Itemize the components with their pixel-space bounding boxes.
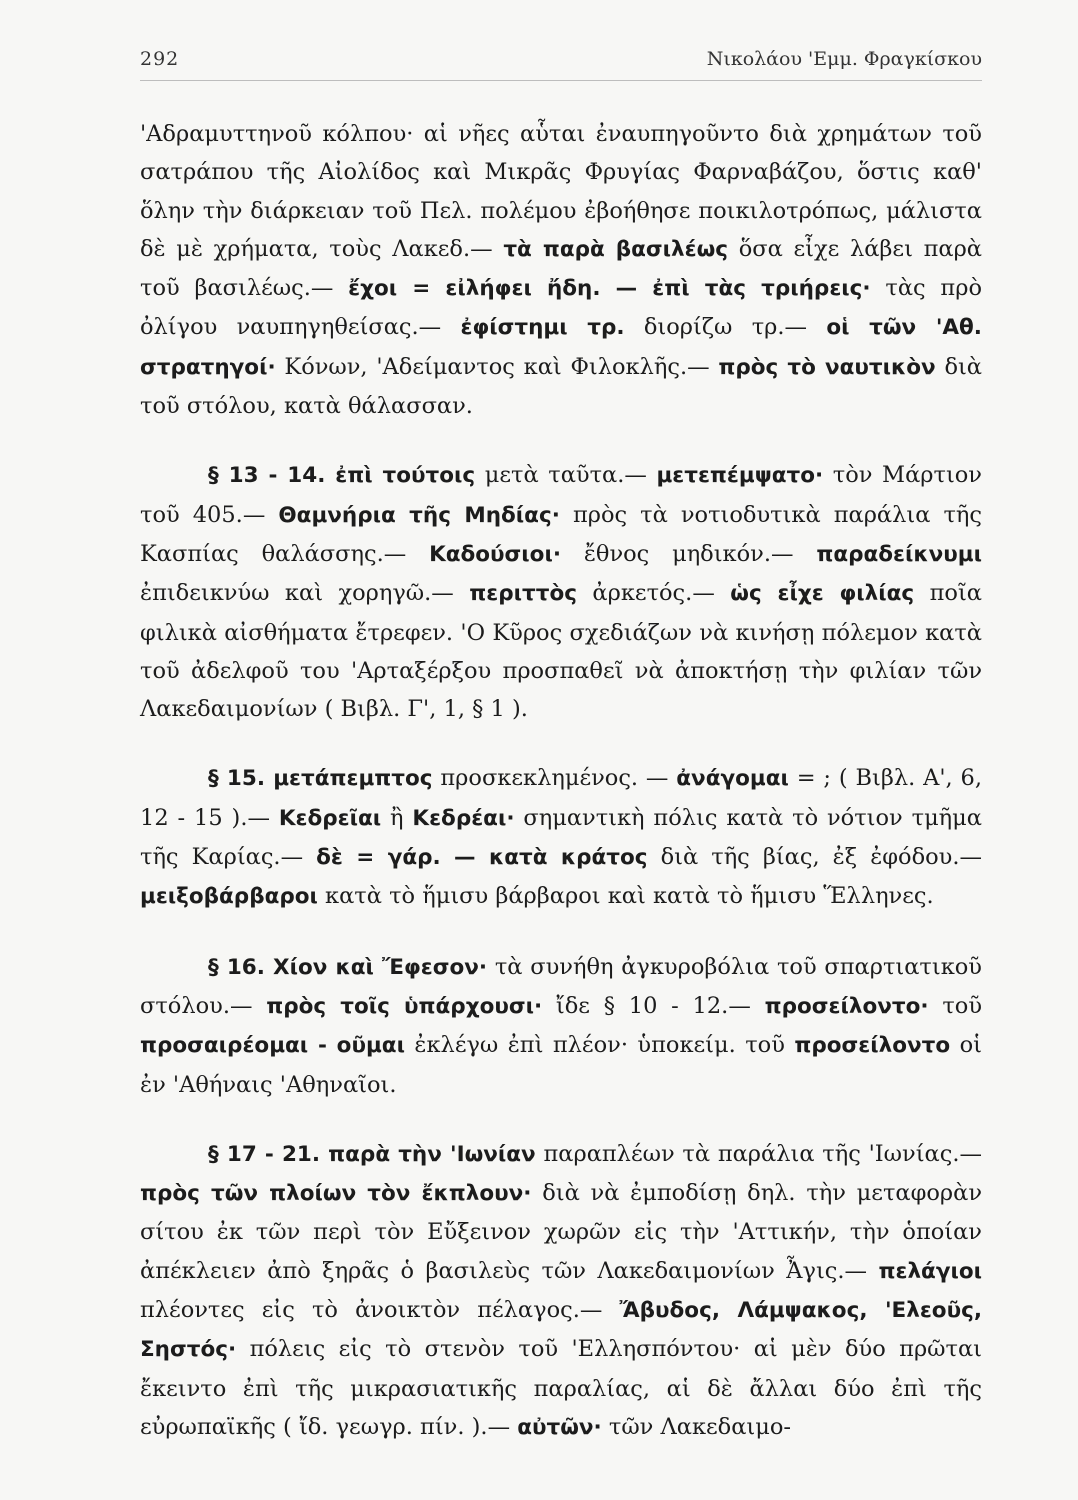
lemma-term: αὐτῶν· <box>517 1414 602 1440</box>
paragraph-section-15 <box>140 759 982 916</box>
gloss-text: παραπλέων τὰ παράλια τῆς 'Ιωνίας.— <box>535 1140 982 1167</box>
gloss-text: πόλεις εἰς τὸ στενὸν τοῦ 'Ελλησπόντου· αἱ μὲν δύο πρῶται ἔκειντο ἐπὶ τῆς μικρασιατικῆς παραλίας, αἱ δὲ ἄλλαι δύο ἐπὶ τῆς εὐρωπαϊκῆς ( ἴδ. γεωγρ. πίν. ).— <box>140 1336 982 1440</box>
gloss-text: τῶν Λακεδαιμο- <box>601 1413 792 1440</box>
paragraph-section-13-14 <box>140 456 982 728</box>
gloss-text: σημαντικὴ πόλις κατὰ τὸ νότιον τμῆμα τῆς Καρίας.— <box>140 804 982 871</box>
lemma-term: παραδείκνυμι <box>816 541 983 567</box>
lemma-term: πρὸς τοῖς ὑπάρχουσι· <box>266 993 543 1019</box>
gloss-text: 'Αδραμυττηνοῦ κόλπου· αἱ νῆες αὗται ἐναυπηγοῦντο διὰ χρημάτων τοῦ σατράπου τῆς Αἰολίδος καὶ Μικρᾶς Φρυγίας Φαρναβάζου, ὅστις καθ' ὅλην τὴν διάρκειαν τοῦ Πελ. πολέμου ἐβοήθησε ποικιλοτρόπως, μάλιστα δὲ μὲ χρήματα, τοὺς Λακεδ.— <box>140 121 982 262</box>
gloss-text: ἀρκετός.— <box>576 580 731 607</box>
gloss-text: πρὸς τὰ νοτιοδυτικὰ παράλια τῆς Κασπίας θαλάσσης.— <box>140 501 982 567</box>
lemma-term: οἱ τῶν 'Αθ. στρατηγοί· <box>140 315 982 380</box>
gloss-text: ἐκλέγω ἐπὶ πλέον· ὑποκείμ. τοῦ <box>404 1032 795 1059</box>
running-title: Νικολάου 'Εμμ. Φραγκίσκου <box>706 48 982 70</box>
lemma-term: Ἄβυδος, Λάμψακος, 'Ελεοῦς, Σηστός· <box>140 1298 982 1363</box>
gloss-text: διὰ τοῦ στόλου, κατὰ θάλασσαν. <box>140 353 983 420</box>
lemma-term: ἐφίστημι τρ. <box>460 315 625 341</box>
paragraph-section-16 <box>140 948 982 1104</box>
gloss-text: διορίζω τρ.— <box>624 314 827 341</box>
gloss-text: Κόνων, 'Αδείμαντος καὶ Φιλοκλῆς.— <box>275 353 719 380</box>
page-number: 292 <box>140 48 180 70</box>
gloss-text: = ; ( Βιβλ. Α', 6, 12 - 15 ).— <box>140 765 982 831</box>
gloss-text: τὰ συνήθη ἀγκυροβόλια τοῦ σπαρτιατικοῦ στόλου.— <box>140 953 982 1019</box>
lemma-term: ἀνάγομαι <box>676 766 789 792</box>
lemma-term: πρὸς τῶν πλοίων τὸν ἔκπλουν· <box>140 1181 532 1207</box>
gloss-text: τὰς πρὸ ὀλίγου ναυπηγηθείσας.— <box>140 275 982 341</box>
lemma-term: προσείλοντο· <box>764 993 929 1019</box>
body-text <box>140 115 982 1447</box>
lemma-term: πρὸς τὸ ναυτικὸν <box>718 354 936 380</box>
gloss-text: ἢ <box>381 804 413 831</box>
gloss-text: μετὰ ταῦτα.— <box>475 462 657 489</box>
paragraph-section-17-21 <box>140 1135 982 1447</box>
gloss-text: ποῖα φιλικὰ αἰσθήματα ἔτρεφεν. 'Ο Κῦρος σχεδιάζων νὰ κινήσῃ πόλεμον κατὰ τοῦ ἀδελφοῦ του 'Αρταξέρξου προσπαθεῖ νὰ ἀποκτήσῃ τὴν φιλίαν τῶν Λακεδαιμονίων ( Βιβλ. Γ', 1, § 1 ). <box>140 580 982 723</box>
gloss-text: ἔθνος μηδικόν.— <box>561 540 817 567</box>
lemma-term: προσείλοντο <box>794 1033 951 1059</box>
paragraph-commentary-intro <box>140 115 982 425</box>
gloss-text: πλέοντες εἰς τὸ ἀνοικτὸν πέλαγος.— <box>140 1297 620 1324</box>
page-header <box>140 44 982 81</box>
lemma-term: ἔχοι = εἰλήφει ἤδη. — ἐπὶ τὰς τριήρεις· <box>348 276 871 302</box>
lemma-term: Καδούσιοι· <box>429 541 561 567</box>
lemma-term: ὡς εἶχε φιλίας <box>730 581 915 607</box>
lemma-term: τὰ παρὰ βασιλέως <box>503 236 729 262</box>
gloss-text: ἐπιδεικνύω καὶ χορηγῶ.— <box>140 580 470 607</box>
lemma-term: § 17 - 21. παρὰ τὴν 'Ιωνίαν <box>208 1141 536 1167</box>
gloss-text: οἱ ἐν 'Αθήναις 'Αθηναῖοι. <box>140 1032 982 1098</box>
gloss-text: διὰ τῆς βίας, ἐξ ἐφόδου.— <box>647 844 982 871</box>
gloss-text: τὸν Μάρτιον τοῦ 405.— <box>140 462 982 528</box>
lemma-term: μετεπέμψατο· <box>656 463 824 489</box>
lemma-term: περιττὸς <box>469 581 577 607</box>
lemma-term: § 16. Χίον καὶ Ἔφεσον· <box>208 954 488 980</box>
gloss-text: ὅσα εἶχε λάβει παρὰ τοῦ βασιλέως.— <box>140 235 982 302</box>
lemma-term: προσαιρέομαι - οῦμαι <box>140 1033 405 1059</box>
lemma-term: πελάγιοι <box>878 1258 982 1284</box>
lemma-term: Κεδρεῖαι <box>278 805 382 831</box>
gloss-text: τοῦ <box>928 992 982 1019</box>
lemma-term: § 15. μετάπεμπτος <box>208 766 433 792</box>
gloss-text: κατὰ τὸ ἥμισυ βάρβαροι καὶ κατὰ τὸ ἥμισυ Ἕλληνες. <box>317 883 934 910</box>
lemma-term: δὲ = γάρ. — κατὰ κράτος <box>316 845 648 871</box>
gloss-text: προσκεκλημένος. — <box>432 765 677 792</box>
lemma-term: Θαμνήρια τῆς Μηδίας· <box>278 502 560 528</box>
lemma-term: § 13 - 14. ἐπὶ τούτοις <box>208 463 476 489</box>
lemma-term: Κεδρέαι· <box>412 805 515 831</box>
lemma-term: μειξοβάρβαροι <box>140 884 318 910</box>
gloss-text: διὰ νὰ ἐμποδίσῃ δηλ. τὴν μεταφορὰν σίτου ἐκ τῶν περὶ τὸν Εὔξεινον χωρῶν εἰς τὴν 'Αττικήν, τὴν ὁποίαν ἀπέκλειεν ἀπὸ ξηρᾶς ὁ βασιλεὺς τῶν Λακεδαιμονίων Ἆγις.— <box>140 1180 983 1284</box>
gloss-text: ἴδε § 10 - 12.— <box>542 992 765 1019</box>
